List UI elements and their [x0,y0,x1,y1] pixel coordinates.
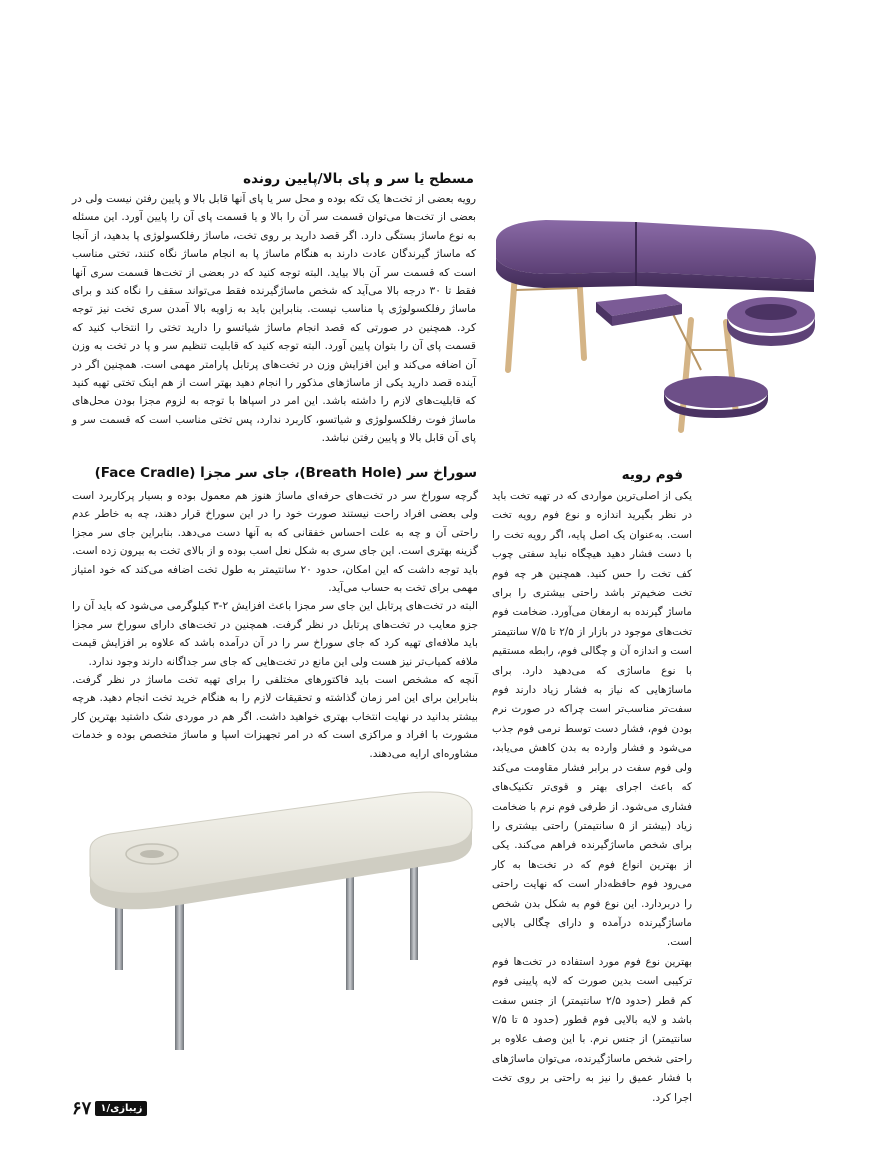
white-stationary-massage-table-image [70,780,478,1068]
section-body-surface [72,190,476,448]
section-heading-face-cradle: سوراخ سر (Breath Hole)، جای سر مجزا (Face Cradle) [94,465,477,481]
paragraph: رویه بعضی از تخت‌ها یک تکه بوده و محل سر یا پای آنها قابل بالا و پایین رفتن نیست ولی در بعضی از تخت‌ها می‌توان قسمت سر آن را بالا و یا قسمت پای آن را پایین آورد. این مسئله به نوع ماساژ بستگی دارد. اگر قصد دارید بر روی تخت، ماساژ رفلکسولوژی پا بدهید، از آنجا که ماساژ گیرندگان عادت دارند به هنگام ماساژ پا به انجام ماساژ نگاه کنند، تختی مناسب است که قسمت سر آن بالا بیاید. البته توجه کنید که در بعضی از تخت‌ها قسمت سری آنها فقط تا ۳۰ درجه بالا می‌آید که شخص ماساژگیرنده فقط می‌تواند سقف را نگاه کند و برای ماساژ رفلکسولوژی پا مناسب نیست. بنابراین باید به زاویه بالا آمدن سری تخت نیز توجه کرد. همچنین در صورتی که قصد انجام ماساژ شیاتسو را دارید تختی را انتخاب کنید که قسمت پای آن را بتوان پایین آورد. البته توجه کنید که قابلیت تنظیم سر و پا در تخت به وزن آن اضافه می‌کند و این افزایش وزن در تخت‌های پرتابل پارامتر مهمی است. همچنین اگر در آینده قصد دارید یکی از ماساژهای مذکور را انجام دهید بهتر است از هم اینک تختی تهیه کنید که قابلیت‌های لازم را داشته باشد. این امر در اسپاها با توجه به لزوم مجزا بودن محل‌های ماساژ فوت رفلکسولوژی و شیاتسو، کاربرد ندارد، پس تختی مناسب است که قسمت سر و پای آن قابل بالا و پایین رفتن نباشد. [72,193,476,445]
purple-portable-massage-table-image [486,170,834,452]
paragraph: یکی از اصلی‌ترین مواردی که در تهیه تخت باید در نظر بگیرید اندازه و نوع فوم رویه تخت است. به‌عنوان یک اصل پایه، اگر رویه تخت را با دست فشار دهید هیچگاه نباید سفتی چوب کف تخت را حس کنید. همچنین هر چه فوم تخت ضخیم‌تر باشد راحتی بیشتری را برای ماساژ گیرنده به ارمغان می‌آورد. ضخامت فوم تخت‌های موجود در بازار از ۲/۵ تا ۷/۵ سانتیمتر است و اندازه آن و چگالی فوم، رابطه مستقیم با نوع ماساژی که می‌دهید دارد. برای ماساژهایی که نیاز به فشار زیاد دارند فوم سفت‌تر مناسب‌تر است چراکه در صورت نرم بودن فوم، فشار دست توسط نرمی فوم جذب می‌شود و فشار وارده به بدن کاهش می‌یابد، ولی فوم سفت در برابر فشار مقاومت می‌کند که باعث اجرای بهتر و قوی‌تر تکنیک‌های فشاری می‌شود. از طرفی فوم نرم با ضخامت زیاد (بیشتر از ۵ سانتیمتر) راحتی بیشتری را برای شخص ماساژگیرنده فراهم می‌کند. یکی از بهترین انواع فوم که در تخت‌ها به کار می‌رود فوم حافظه‌دار است که نهایت راحتی را دربردارد. این نوع فوم به شکل بدن شخص ماساژگیرنده درآمده و دارای چگالی بالایی است. [492,490,692,949]
paragraph: البته در تخت‌های پرتابل این جای سر مجزا باعث افزایش ۲-۳ کیلوگرمی می‌شود که باید آن را جزو معایب در تخت‌های پرتابل در نظر گرفت. همچنین در تخت‌های دارای سوراخ سر مجزا باید ملافه‌ای تهیه کرد که جای سوراخ سر را در آن درآمده باشد که علاوه بر افزایش قیمت ملافه کمیاب‌تر نیز هست ولی این مانع در تخت‌هایی که جای سر جداگانه دارند وجود ندارد. [72,600,478,668]
paragraph: گرچه سوراخ سر در تخت‌های حرفه‌ای ماساژ هنوز هم معمول بوده و بسیار پرکاربرد است ولی بعضی افراد راحت نیستند صورت خود را در این سوراخ قرار دهند، چه به خاطر عدم راحتی آن و چه به علت احساس خفقانی که به آنها دست می‌دهد. بنابراین جای سر مجزا گزینه بهتری است. این جای سری به شکل نعل اسب بوده و از بالای تخت به بیرون زده است. باید توجه داشت که این امکان، حدود ۲۰ سانتیمتر به طول تخت اضافه می‌کند که خود امتیاز مهمی برای تخت به حساب می‌آید. [72,490,478,595]
page-number: ۶۷ [72,1097,92,1119]
page-footer [72,1097,147,1119]
section-heading-foam: فوم رویه [621,467,683,483]
section-heading-surface: مسطح یا سر و پای بالا/پایین رونده [243,171,474,187]
section-body-face-cradle [72,487,478,763]
issue-label: زیبازی/۱ [95,1101,147,1116]
paragraph: آنچه که مشخص است باید فاکتورهای مختلفی را برای تهیه تخت ماساژ در نظر گرفت. بنابراین برای این امر زمان گذاشته و تحقیقات لازم را به هنگام خرید تخت انجام دهید. هرچه بیشتر بدانید در نهایت انتخاب بهتری خواهید داشت. اگر هم در موردی شک داشتید بهترین کار مشورت با افراد و مراکزی است که در امر تجهیزات اسپا و ماساژ متخصص بوده و خدمات مشاوره‌ای ارایه می‌دهند. [72,674,478,760]
paragraph: بهترین نوع فوم مورد استفاده در تخت‌ها فوم ترکیبی است بدین صورت که لایه پایینی فوم کم قطر (حدود ۲/۵ سانتیمتر) از جنس سفت باشد و لایه بالایی فوم قطور (حدود ۵ تا ۷/۵ سانتیمتر) از جنس نرم. با این وصف علاوه بر راحتی شخص ماساژگیرنده، می‌توان ماساژهای با فشار عمیق را نیز به راحتی بر روی تخت اجرا کرد. [492,955,692,1104]
section-body-foam [492,487,692,1108]
